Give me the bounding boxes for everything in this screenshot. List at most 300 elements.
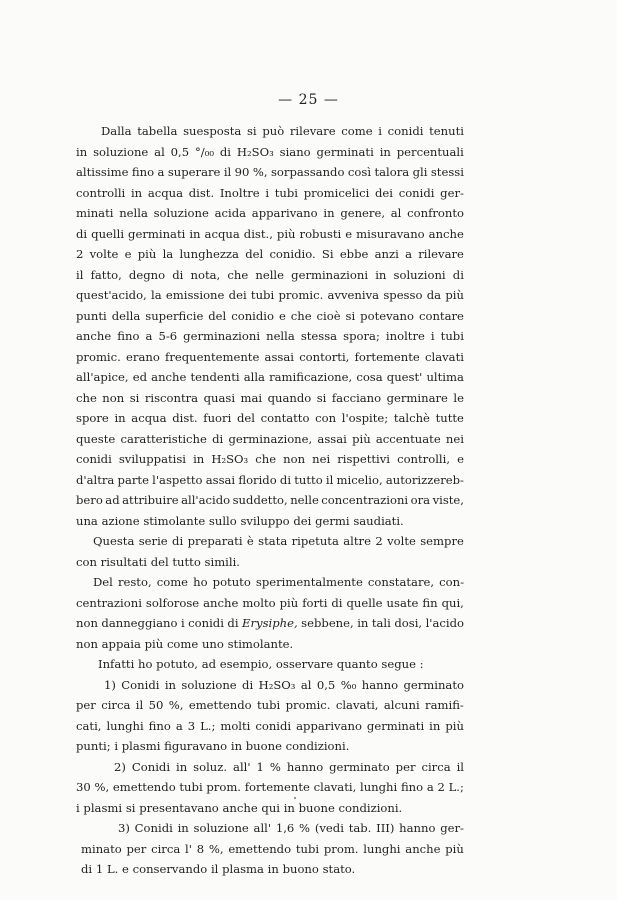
word: qui (261, 800, 281, 815)
word: fortemente (244, 780, 310, 794)
word: parte (117, 472, 149, 487)
word: : (419, 657, 424, 671)
word: tenuti (429, 124, 464, 138)
word: misuravano (356, 226, 425, 241)
word: buone (245, 739, 282, 753)
word: prom. (323, 841, 359, 856)
word: nelle (290, 493, 319, 507)
word: di (212, 431, 224, 446)
word: suesposta (183, 124, 242, 138)
word: per (76, 698, 96, 712)
word: soluz. (193, 759, 228, 774)
word: più (352, 431, 371, 446)
text-line (76, 285, 464, 306)
word: si (246, 124, 257, 138)
word: L.; (448, 780, 464, 794)
word: circa (421, 759, 451, 774)
word: i (76, 800, 80, 815)
word: rilevare (289, 124, 336, 138)
word: contatto (260, 411, 310, 425)
word: quest' (386, 370, 423, 384)
word: Del (93, 575, 113, 589)
word: Conidi (121, 677, 160, 692)
word: germinato (403, 677, 464, 692)
word: più (276, 226, 296, 241)
word: potuto (212, 575, 251, 589)
text-line (76, 695, 464, 716)
word: L.; (200, 718, 216, 733)
word: percentuali (396, 144, 464, 159)
word: simili. (204, 554, 240, 569)
word: molto (242, 595, 276, 610)
word: di (227, 616, 239, 630)
word: tubi (295, 841, 320, 856)
text-line (76, 121, 464, 142)
word: lunghi (106, 718, 144, 733)
word: conidi (255, 718, 292, 733)
word: plasmi (83, 800, 123, 815)
word: risultati (100, 554, 147, 569)
word: stata (258, 534, 288, 548)
word: ebbe (339, 247, 369, 261)
word: lunghezza (179, 247, 239, 261)
word: in (375, 267, 387, 282)
text-line (76, 429, 464, 450)
word: si (129, 390, 140, 405)
word: uno (201, 636, 224, 651)
word: forti (302, 595, 328, 610)
word: anche (405, 841, 441, 856)
word: III) (376, 821, 395, 835)
text-line (76, 408, 464, 429)
word: di (452, 267, 464, 282)
text-line (76, 634, 464, 655)
word: più (137, 247, 157, 261)
text-line (76, 572, 464, 593)
word: in (429, 718, 441, 733)
word: resto, (117, 575, 152, 589)
word: ad (105, 493, 120, 507)
word: spora; (343, 329, 380, 343)
word: appaia (101, 636, 141, 651)
word: 1 (95, 862, 104, 876)
text-line (76, 224, 464, 245)
word: in (283, 800, 295, 815)
word: conidi (387, 124, 424, 138)
text-line (76, 265, 464, 286)
word: (vedi (314, 821, 344, 835)
word: sperimentalmente (255, 575, 363, 589)
word: plasmi (121, 739, 161, 753)
word: sviluppatisi (118, 452, 187, 466)
word: così (347, 165, 372, 179)
word: anzi (374, 247, 399, 261)
word: fuori (203, 411, 232, 425)
word: micelio, (336, 472, 383, 487)
word: anche (222, 800, 258, 815)
word: clavati, (313, 780, 357, 794)
word: per (395, 759, 416, 774)
word: suddetto, (232, 493, 288, 507)
word: sullo (208, 513, 237, 528)
word: conidi (188, 616, 224, 630)
word: quasi (203, 390, 236, 405)
word: germinati (128, 226, 186, 241)
word: prom. (206, 780, 241, 794)
word: l'acido (425, 616, 464, 630)
word: i (430, 329, 435, 343)
word: acqua (131, 411, 167, 425)
word: ora (410, 493, 431, 507)
text-line (76, 736, 464, 757)
word: %, (208, 841, 224, 856)
word: confronto (407, 206, 464, 220)
word: potevano (360, 308, 415, 323)
word: in (189, 226, 201, 241)
word: di (219, 144, 232, 159)
text-line (76, 716, 464, 737)
word: come (166, 636, 199, 651)
word: gli (412, 165, 428, 179)
word: plasma (222, 862, 264, 876)
word: i (180, 616, 185, 630)
word: 3 (187, 718, 196, 733)
word: danneggiano (101, 616, 178, 630)
word: bero (76, 493, 103, 507)
word: esempio, (219, 657, 273, 671)
word: sorpassando (270, 165, 345, 179)
word: mai (240, 390, 263, 405)
word: germinati (366, 718, 425, 733)
word: di (172, 534, 184, 548)
word: ho (193, 575, 208, 589)
word: il (210, 862, 219, 876)
word: più (279, 595, 299, 610)
word: stimolante. (227, 636, 294, 651)
word: la (151, 288, 162, 302)
word: emettendo (188, 698, 252, 712)
word: di (172, 267, 184, 282)
word: del (236, 411, 255, 425)
word: spesso (383, 288, 423, 302)
ink-speck (294, 797, 296, 799)
word: acqua (204, 226, 240, 241)
word: emissione (165, 288, 225, 302)
word: superare (167, 165, 221, 179)
text-line (76, 654, 464, 675)
word: constatare, (367, 575, 435, 589)
word: assai (317, 431, 347, 446)
word: dist. (188, 185, 215, 200)
word: clavati (425, 349, 464, 364)
word: Infatti (98, 657, 135, 671)
word: rispettivi (337, 452, 391, 466)
word: dei (375, 185, 394, 200)
word: hanno (399, 821, 436, 835)
word: saudiati. (353, 513, 404, 528)
word: H₂SO₃ (211, 452, 249, 466)
word: al (300, 677, 312, 692)
text-line (76, 818, 464, 839)
word: in (164, 677, 177, 692)
word: e (124, 247, 132, 261)
word: serie (138, 534, 168, 548)
word: fino (148, 718, 171, 733)
word: cati, (76, 718, 102, 733)
text-line (76, 162, 464, 183)
word: Questa (93, 534, 135, 548)
word: concentrazioni (321, 493, 409, 507)
word: a (175, 718, 183, 733)
text-line (76, 203, 464, 224)
word: soluzione (153, 206, 209, 220)
word: e (278, 308, 286, 323)
word: di (279, 472, 292, 487)
word: all' (253, 821, 272, 835)
page-number: — 25 — (278, 92, 339, 108)
word: apparivano (296, 718, 362, 733)
word: genere, (340, 206, 386, 220)
word: ramificazione, (269, 370, 353, 384)
word: emettendo (228, 841, 292, 856)
word: conidio (231, 308, 274, 323)
word: in (357, 616, 369, 630)
word: acida (214, 206, 247, 220)
word: altissime (76, 165, 129, 179)
word: il (456, 759, 464, 774)
word: queste (76, 431, 116, 446)
word: minati (76, 206, 114, 220)
word: altre (343, 534, 371, 548)
word: nella (266, 329, 295, 343)
word: anche (76, 329, 112, 343)
word: cosa (356, 370, 383, 384)
word: buone (298, 800, 335, 815)
word: l' (185, 841, 192, 856)
text-line (76, 593, 464, 614)
word: florido (238, 472, 277, 487)
word: promic. (285, 698, 331, 712)
word: che (290, 308, 312, 323)
word: può (262, 124, 285, 138)
word: si (345, 308, 356, 323)
word: il (135, 698, 144, 712)
word: 2 (437, 780, 445, 794)
word: tutto (294, 472, 323, 487)
word: che (227, 267, 249, 282)
word: anche (151, 370, 187, 384)
text-line (76, 613, 464, 634)
word: circa (101, 698, 131, 712)
word: acqua (147, 185, 184, 200)
word: per (126, 841, 147, 856)
word: in (379, 144, 391, 159)
word: sviluppo (240, 513, 290, 528)
word: in (130, 185, 143, 200)
text-line (76, 142, 464, 163)
word: a (145, 329, 153, 343)
word: Si (321, 247, 334, 261)
word: tubi (256, 698, 281, 712)
word: lunghi (359, 780, 398, 794)
word: solforose (145, 595, 200, 610)
text-line (76, 306, 464, 327)
word: non (76, 636, 98, 651)
word: 50 (148, 698, 164, 712)
word: siano (279, 144, 311, 159)
word: più (144, 636, 164, 651)
text-line (76, 531, 464, 552)
word: conservando (132, 862, 208, 876)
word: che (255, 452, 277, 466)
word: si (316, 390, 327, 405)
word: stato. (322, 862, 356, 876)
word: tabella (137, 124, 178, 138)
word: talora (374, 165, 410, 179)
word: frequentemente (165, 349, 260, 364)
word: ultima (426, 370, 464, 384)
word: di (76, 226, 88, 241)
word: nota, (190, 267, 221, 282)
word: all' (233, 759, 251, 774)
word: 0,5 (316, 677, 336, 692)
text-line (76, 183, 464, 204)
word: tab. (348, 821, 372, 835)
text-line (76, 757, 464, 778)
word: l'ospite; (341, 411, 389, 425)
word: ger- (440, 185, 464, 200)
word: condizioni. (338, 800, 403, 815)
word: alcuni (383, 698, 420, 712)
word: erano (126, 349, 160, 364)
word: soluzione (193, 821, 249, 835)
word: robusti (299, 226, 342, 241)
word: 8 (196, 841, 205, 856)
word: in (176, 759, 188, 774)
word: conidio. (269, 247, 316, 261)
word: tali (371, 616, 391, 630)
word: ramifi- (425, 698, 464, 712)
word: condizioni. (285, 739, 350, 753)
word: segue (381, 657, 416, 671)
text-line (76, 449, 464, 470)
word: quelle (346, 595, 383, 610)
word: germinazione, (228, 431, 313, 446)
word: al (154, 144, 165, 159)
body-text (76, 121, 464, 880)
word: stimolante (143, 513, 206, 528)
word: figuravano (164, 739, 228, 753)
word: germi (315, 513, 350, 528)
word: buono (282, 862, 319, 876)
word: dist., (243, 226, 273, 241)
word: minato (81, 841, 122, 856)
word: inoltre (385, 329, 425, 343)
word: quanto (336, 657, 378, 671)
word: a (405, 247, 412, 261)
word: i (114, 739, 119, 753)
word: e (457, 452, 464, 466)
word: in (177, 821, 189, 835)
word: non (76, 616, 98, 630)
word: H₂SO₃ (236, 144, 274, 159)
word: spore (76, 411, 109, 425)
word: che (76, 390, 97, 405)
word: con (315, 411, 337, 425)
text-line (76, 326, 464, 347)
word: apparivano (251, 206, 318, 220)
word: osservare (275, 657, 334, 671)
word: contorti, (299, 349, 350, 364)
word: stessa (300, 329, 338, 343)
word: più (445, 288, 464, 302)
text-line (76, 367, 464, 388)
word: Conidi (131, 759, 171, 774)
word: fino (131, 165, 155, 179)
word: più (445, 718, 464, 733)
word: molti (220, 718, 251, 733)
word: contare (418, 308, 464, 323)
word: soluzioni (393, 267, 446, 282)
word: dosi, (394, 616, 423, 630)
word: germinazioni (291, 267, 369, 282)
word: anche (428, 226, 464, 241)
word: con- (439, 575, 464, 589)
word: punti (76, 308, 107, 323)
word: % (299, 821, 311, 835)
word: quelli (91, 226, 125, 241)
word: sempre (420, 534, 464, 548)
word: 1 (256, 759, 264, 774)
text-line (76, 777, 464, 798)
text-line (76, 490, 464, 511)
word: sebbene, (301, 616, 354, 630)
word: fino (117, 329, 140, 343)
word: usate (386, 595, 419, 610)
word: preparati (187, 534, 243, 548)
word: si (125, 800, 136, 815)
word: assai (205, 472, 236, 487)
word: l'aspetto (152, 472, 203, 487)
word: germinato (329, 759, 390, 774)
word: 2 (375, 534, 383, 548)
word: fatto, (90, 267, 122, 282)
word: tubi (179, 780, 203, 794)
word: il (223, 165, 232, 179)
word: all'apice, (76, 370, 129, 384)
word: tubi (274, 185, 299, 200)
word: soluzione (181, 677, 237, 692)
word: L. (106, 862, 119, 876)
word: attribuire (122, 493, 179, 507)
word: H₂SO₃ (258, 677, 296, 692)
word: conidi (76, 452, 112, 466)
word: d'altra (76, 472, 115, 487)
word: del (150, 554, 169, 569)
word: % (269, 759, 281, 774)
word: tendenti (190, 370, 240, 384)
word: presentavano (139, 800, 219, 815)
word: promic. (76, 349, 121, 364)
word: quest'acido, (76, 288, 147, 302)
word: %₀ (340, 677, 357, 692)
word: in (193, 452, 205, 466)
text-line (76, 552, 464, 573)
word: il (76, 267, 84, 282)
text-line (76, 470, 464, 491)
word: punti; (76, 739, 111, 753)
word: degno (128, 267, 166, 282)
